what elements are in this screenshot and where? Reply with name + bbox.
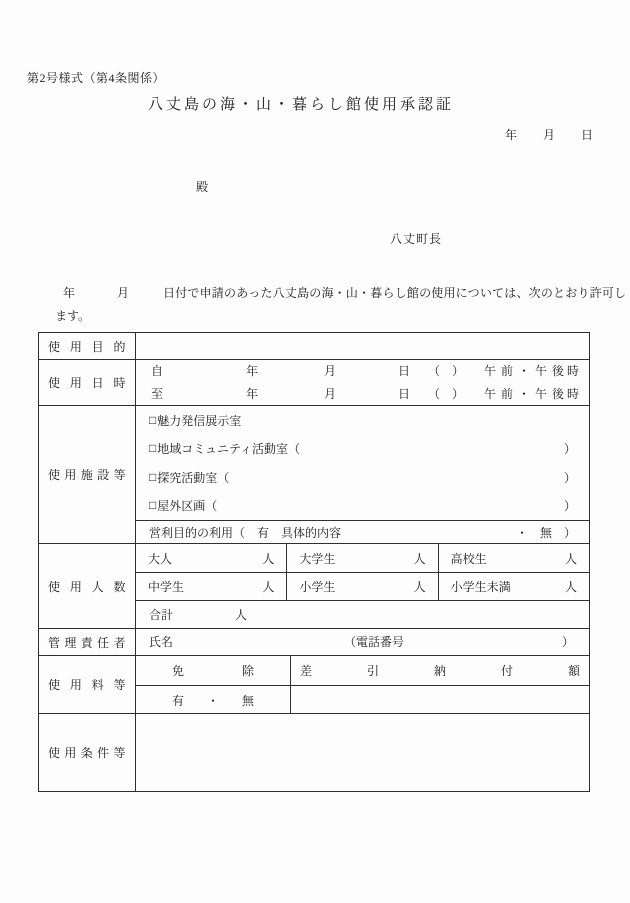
- commercial-use-line: [136, 520, 589, 544]
- intro-line-1: [0, 282, 630, 305]
- manager-name-label: 氏名: [149, 635, 174, 649]
- datetime-label-text: 使用日時: [48, 376, 126, 390]
- purpose-row-label: [39, 333, 136, 359]
- manager-row-label: [39, 629, 136, 655]
- usage-approval-table: [38, 332, 590, 792]
- facilities-value-cell: [136, 406, 589, 543]
- fee-deduction-header-cell: [291, 656, 589, 685]
- attendance-grid-row-1: [136, 544, 589, 572]
- attendance-value-cell: [136, 544, 589, 628]
- attendance-category: 小学生未満: [450, 580, 511, 594]
- conditions-value-cell: [136, 714, 589, 791]
- to-month: 月: [324, 387, 337, 401]
- fee-deduction-value-cell: [291, 686, 589, 714]
- attendance-cell-preschool: [438, 573, 589, 600]
- datetime-from-line: [136, 360, 589, 383]
- purpose-row: [39, 333, 589, 359]
- checkbox-icon: □: [149, 498, 157, 513]
- attendance-category: 高校生: [450, 551, 487, 566]
- to-hour: 時: [566, 387, 579, 401]
- manager-label-text: 管理責任者: [48, 635, 126, 650]
- fee-value-row: [136, 685, 589, 714]
- manager-paren-close: ）: [561, 635, 574, 649]
- fee-exemption-header-cell: [136, 656, 291, 685]
- attendance-category: 大学生: [299, 551, 336, 566]
- attendance-cell-highschool: [438, 544, 589, 572]
- manager-phone-label: （電話番号: [344, 635, 405, 649]
- to-year: 年: [246, 387, 259, 401]
- intro-year-label: 年: [63, 286, 76, 300]
- facility-label: 屋外区画（: [157, 499, 218, 514]
- attendance-total-line: [136, 600, 589, 628]
- to-label: 至: [151, 387, 164, 401]
- intro-line-2: [0, 305, 630, 328]
- fee-exemption-value: 有 ・ 無: [172, 693, 254, 708]
- attendance-unit: 人: [564, 580, 577, 594]
- form-number: 第2号様式（第4条関係）: [27, 71, 166, 85]
- attendance-category: 小学生: [299, 580, 336, 594]
- facility-option-2: [136, 435, 589, 464]
- manager-value-cell: [136, 629, 589, 655]
- from-year: 年: [246, 364, 259, 378]
- purpose-value-cell: [136, 333, 589, 359]
- commercial-use-left: 営利目的の利用（ 有 具体的内容: [149, 526, 342, 540]
- from-hour: 時: [566, 364, 579, 378]
- attendance-category: 中学生: [148, 580, 185, 594]
- manager-row: [39, 628, 589, 655]
- attendance-grid-row-2: [136, 572, 589, 600]
- from-day: 日: [398, 364, 411, 378]
- attendance-category: 大人: [148, 551, 173, 566]
- fee-header-row: [136, 656, 589, 685]
- fee-value-cell: [136, 656, 589, 713]
- to-day: 日: [398, 387, 411, 401]
- attendance-total-label: 合計: [149, 608, 174, 622]
- facility-paren-close: ）: [563, 470, 576, 485]
- attendance-unit: 人: [564, 551, 577, 566]
- facility-label: 探究活動室（: [157, 470, 230, 485]
- facilities-label-text: 使用施設等: [48, 468, 126, 482]
- facility-option-3: [136, 463, 589, 492]
- attendance-label-text: 使用人数: [48, 579, 126, 594]
- facility-label: 地域コミュニティ活動室（: [157, 442, 301, 457]
- conditions-row: [39, 713, 589, 791]
- attendance-total-unit: 人: [235, 608, 248, 622]
- conditions-row-label: [39, 714, 136, 791]
- fee-deduction-header: 差 引 納 付 額: [300, 664, 580, 678]
- intro-text-continued: ます。: [55, 309, 91, 323]
- checkbox-icon: □: [149, 469, 157, 484]
- attendance-cell-juniorhigh: [136, 573, 286, 600]
- fee-exemption-header: 免 除: [172, 664, 254, 678]
- fee-row: [39, 655, 589, 713]
- attendance-unit: 人: [413, 580, 426, 594]
- attendance-cell-elementary: [286, 573, 437, 600]
- from-weekday-paren: （ ）: [428, 364, 465, 378]
- checkbox-icon: □: [149, 412, 157, 427]
- checkbox-icon: □: [149, 441, 157, 456]
- issue-date-line: [505, 126, 593, 143]
- facility-label: 魅力発信展示室: [157, 413, 242, 428]
- attendance-row-label: [39, 544, 136, 628]
- purpose-label-text: 使用目的: [48, 339, 126, 354]
- to-weekday-paren: （ ）: [428, 387, 465, 401]
- fee-row-label: [39, 656, 136, 713]
- attendance-unit: 人: [262, 580, 275, 594]
- datetime-value-cell: [136, 360, 589, 405]
- from-month: 月: [324, 364, 337, 378]
- facility-option-4: [136, 492, 589, 521]
- attendance-unit: 人: [413, 551, 426, 566]
- intro-text: 日付で申請のあった八丈島の海・山・暮らし館の使用については、次のとおり許可し: [163, 286, 627, 300]
- fee-exemption-value-cell: [136, 686, 291, 714]
- facilities-row-label: [39, 406, 136, 543]
- day-label: 日: [581, 128, 594, 142]
- attendance-cell-adult: [136, 544, 286, 572]
- datetime-row: [39, 359, 589, 405]
- attendance-cell-university: [286, 544, 437, 572]
- to-ampm: 午前・午後: [484, 387, 570, 401]
- datetime-row-label: [39, 360, 136, 405]
- addressee-honorific: 殿: [196, 180, 209, 194]
- conditions-label-text: 使用条件等: [48, 746, 126, 760]
- attendance-row: [39, 543, 589, 628]
- issuer-name: 八丈町長: [390, 232, 443, 246]
- month-label: 月: [543, 128, 556, 142]
- facility-paren-close: ）: [563, 442, 576, 457]
- datetime-to-line: [136, 383, 589, 406]
- facility-option-1: [136, 406, 589, 435]
- facility-paren-close: ）: [563, 499, 576, 514]
- intro-month-label: 月: [117, 286, 130, 300]
- from-ampm: 午前・午後: [484, 364, 570, 378]
- commercial-use-right: ・ 無 ）: [515, 526, 576, 540]
- year-label: 年: [505, 128, 518, 142]
- intro-paragraph: [0, 282, 630, 328]
- from-label: 自: [151, 364, 164, 378]
- facilities-row: [39, 405, 589, 543]
- page-title: 八丈島の海・山・暮らし館使用承認証: [147, 97, 454, 113]
- fee-label-text: 使用料等: [48, 678, 126, 692]
- attendance-unit: 人: [262, 551, 275, 566]
